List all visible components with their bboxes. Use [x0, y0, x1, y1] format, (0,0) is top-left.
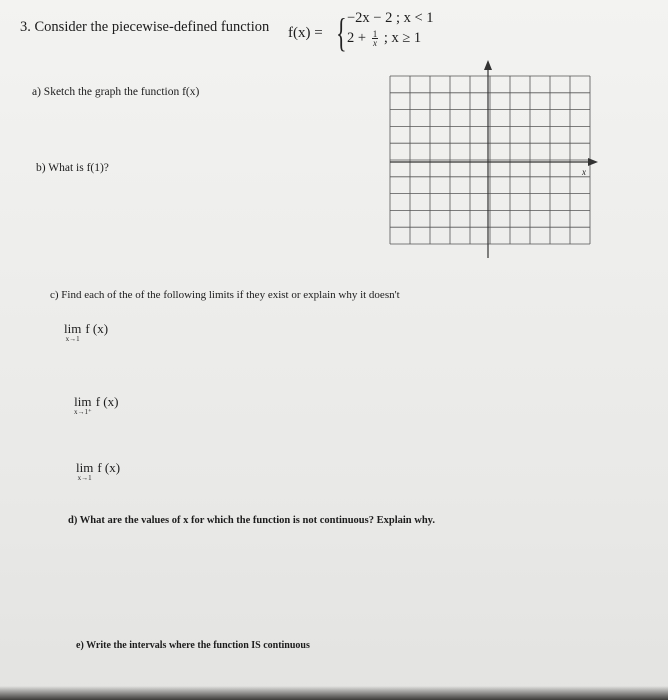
part-e-question: e) Write the intervals where the function IS continuous — [76, 640, 310, 651]
limit-operator — [74, 396, 92, 416]
fraction-denominator: x — [372, 38, 377, 49]
part-b-question: b) What is f(1)? — [36, 162, 109, 174]
problem-statement: 3. Consider the piecewise-defined function — [20, 19, 270, 35]
limit-function: f (x) — [95, 394, 119, 409]
part-d-question: d) What are the values of x for which the function is not continuous? Explain why. — [68, 515, 435, 526]
page-edge-shadow — [0, 686, 668, 700]
limit-expression-3 — [76, 462, 120, 482]
part-c-question: c) Find each of the of the following limits if they exist or explain why it doesn't — [50, 289, 400, 301]
part-a-question: a) Sketch the graph the function f(x) — [32, 86, 200, 98]
limit-operator — [76, 462, 93, 482]
limit-op-text: lim — [76, 460, 94, 475]
limit-expression-1 — [64, 323, 108, 343]
limit-subscript: x→1 — [77, 474, 92, 482]
coordinate-grid[interactable] — [380, 60, 600, 260]
grid-lines — [390, 76, 590, 244]
function-label: f(x) = — [288, 25, 323, 41]
limit-function: f (x) — [97, 460, 121, 475]
piece-one: −2x − 2 ; x < 1 — [347, 10, 434, 26]
x-axis-label: x — [582, 167, 586, 177]
piece-two-fraction — [372, 30, 379, 47]
fraction-numerator: 1 — [372, 29, 378, 40]
piece-two-prefix: 2 + — [347, 30, 367, 46]
piecewise-brace: { — [336, 10, 347, 55]
limit-expression-2 — [74, 396, 118, 416]
limit-subscript: x→1⁺ — [74, 408, 92, 416]
piece-two — [347, 30, 421, 47]
x-axis-arrow-icon — [588, 158, 598, 166]
limit-op-text: lim — [74, 394, 92, 409]
piece-two-suffix: ; x ≥ 1 — [383, 30, 422, 46]
limit-operator — [64, 323, 81, 343]
limit-function: f (x) — [85, 321, 109, 336]
limit-subscript: x→1 — [65, 335, 80, 343]
y-axis-arrow-icon — [484, 60, 492, 70]
limit-op-text: lim — [64, 321, 82, 336]
